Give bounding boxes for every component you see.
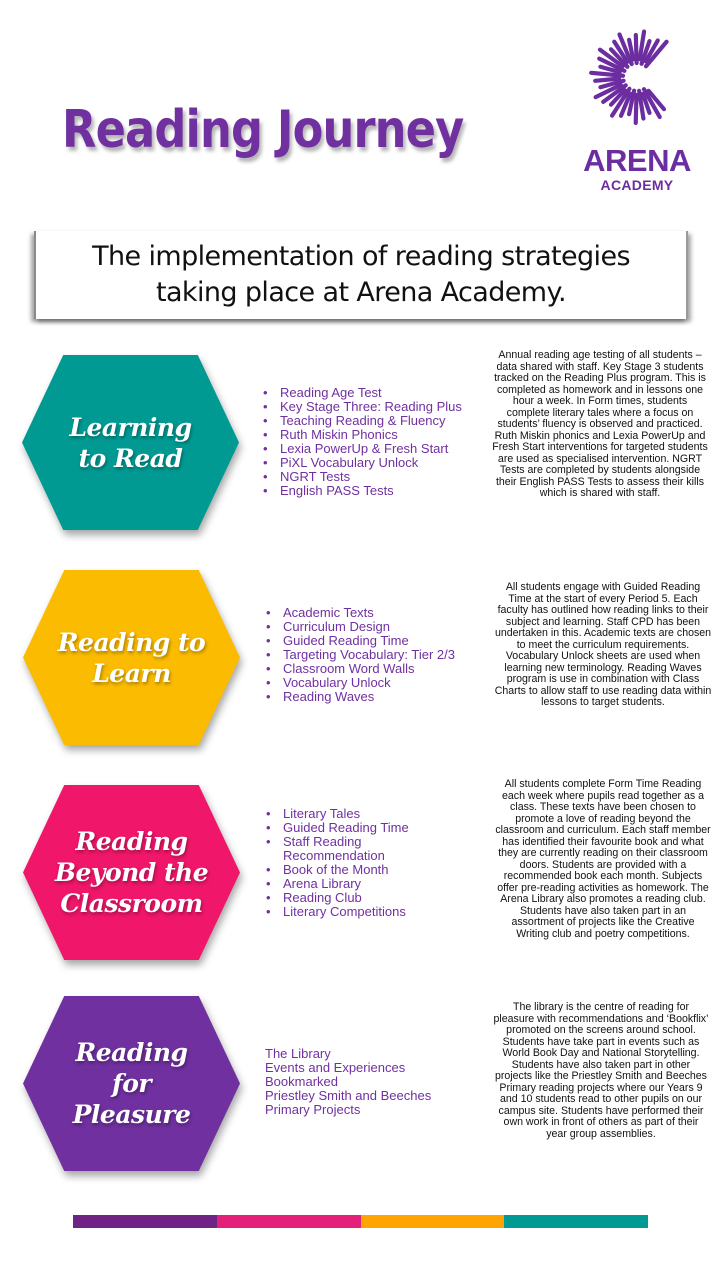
hexagon-label	[23, 570, 240, 745]
list-item: Bookmarked	[265, 1074, 338, 1089]
subtitle-text	[92, 239, 630, 311]
description-reading-for-pleasure: The library is the centre of reading for pleasure with recommendations and ‘Bookflix’ promoted on the screens around school. Students have take part in events such as World Book Day and National Storytelling. Students have also taken part in other projects like the Priestley Smith and Beeches Primary reading projects where our Years 9 and 10 students read to other pupils on our campus site. Students have performed their own work in front of others as part of their year group assemblies.	[493, 1001, 709, 1140]
hexagon-reading-for-pleasure	[23, 996, 240, 1171]
color-bar-segment-orange	[361, 1215, 505, 1228]
list-item: • Reading Age Test	[263, 386, 478, 400]
hexagon-label-line: Learning	[69, 412, 192, 442]
color-bar-segment-purple	[73, 1215, 217, 1228]
description-learning-to-read: Annual reading age testing of all students – data shared with staff. Key Stage 3 students tracked on the Reading Plus program. This is completed as homework and in lessons one hour a week. In Form times, students complete literary tales where a focus on students’ fluency is observed and practiced. Ruth Miskin phonics and Lexia PowerUp and Fresh Start interventions for targeted students are used as specialised intervention. NGRT Tests are completed by students alongside their English PASS Tests to assess their kills which is shared with staff.	[492, 349, 708, 499]
list-item: • Literary Tales	[266, 807, 441, 821]
hexagon-label-line: Reading to	[57, 627, 206, 657]
hexagon-label	[22, 355, 239, 530]
arena-burst-c-icon	[582, 22, 692, 132]
description-reading-beyond-the-classroom: All students complete Form Time Reading each week where pupils read together as a class. These texts have been chosen to promote a love of reading beyond the classroom and curriculum. Each staff member has identified their favourite book and what they are currently reading on their classroom doors. Students are provided with a recommended book each month. Subjects offer pre-reading activities as homework. The Arena Library also promotes a reading club. Students have also taken part in an assortment of projects like the Creative Writing club and poetry competitions.	[495, 778, 711, 940]
subtitle-line-2: taking place at Arena Academy.	[155, 277, 567, 308]
list-item: • Lexia PowerUp & Fresh Start	[263, 442, 478, 456]
list-item: • Teaching Reading & Fluency	[263, 414, 478, 428]
hexagon-label-line: Learn	[92, 658, 171, 688]
hexagon-reading-beyond-the-classroom	[23, 785, 240, 960]
hexagon-label	[23, 785, 240, 960]
footer-color-bar	[73, 1215, 648, 1228]
hexagon-label-line: Reading	[75, 827, 188, 856]
color-bar-segment-pink	[217, 1215, 361, 1228]
list-item: Primary Projects	[265, 1102, 361, 1117]
list-item: Priestley Smith and Beeches	[265, 1088, 432, 1103]
list-item: • Literary Competitions	[266, 905, 441, 919]
list-item: • Reading Waves	[266, 690, 471, 704]
list-item: • NGRT Tests	[263, 470, 478, 484]
hexagon-reading-to-learn	[23, 570, 240, 745]
list-item: • Curriculum Design	[266, 620, 471, 634]
list-item: • Reading Club	[266, 891, 441, 905]
list-item: • Guided Reading Time	[266, 634, 471, 648]
strategy-list-reading-to-learn	[266, 606, 471, 704]
list-item: • Key Stage Three: Reading Plus	[263, 400, 478, 414]
hexagon-label-line: Reading	[75, 1038, 188, 1067]
list-item: • Academic Texts	[266, 606, 471, 620]
subtitle-box	[34, 231, 688, 319]
logo-name: ARENA	[583, 143, 691, 178]
list-item: • PiXL Vocabulary Unlock	[263, 456, 478, 470]
subtitle-line-1: The implementation of reading strategies	[92, 241, 630, 272]
strategy-list-reading-beyond-the-classroom	[266, 807, 441, 919]
hexagon-label-line: for	[111, 1069, 152, 1098]
list-item: • Book of the Month	[266, 863, 441, 877]
list-item: • Vocabulary Unlock	[266, 676, 471, 690]
list-item: • Ruth Miskin Phonics	[263, 428, 478, 442]
hexagon-label-line: Beyond the	[54, 858, 209, 887]
list-item: • Staff Reading Recommendation	[266, 835, 441, 863]
arena-academy-logo	[570, 18, 704, 198]
list-item: • Targeting Vocabulary: Tier 2/3	[266, 648, 471, 662]
hexagon-learning-to-read	[22, 355, 239, 530]
list-item: • English PASS Tests	[263, 484, 478, 498]
list-item: The Library	[265, 1046, 331, 1061]
logo-subtitle: ACADEMY	[600, 177, 674, 193]
hexagon-label-line: Classroom	[60, 889, 203, 918]
list-item: • Classroom Word Walls	[266, 662, 471, 676]
hexagon-label-line: Pleasure	[72, 1100, 191, 1129]
list-item: • Arena Library	[266, 877, 441, 891]
page-title: Reading Journey	[62, 100, 464, 160]
strategy-list-learning-to-read	[263, 386, 478, 498]
color-bar-segment-teal	[504, 1215, 648, 1228]
hexagon-label	[23, 996, 240, 1171]
description-reading-to-learn: All students engage with Guided Reading Time at the start of every Period 5. Each faculty has outlined how reading links to their subject and learning. Staff CPD has been undertaken in this. Academic texts are chosen to meet the curriculum requirements. Vocabulary Unlock sheets are used when learning new terminology. Reading Waves program is use in combination with Class Charts to allow staff to use reading data within lessons to target students.	[494, 581, 712, 708]
list-item: • Guided Reading Time	[266, 821, 441, 835]
hexagon-label-line: to Read	[78, 443, 183, 473]
strategy-list-reading-for-pleasure	[265, 1047, 465, 1117]
list-item: Events and Experiences	[265, 1060, 406, 1075]
